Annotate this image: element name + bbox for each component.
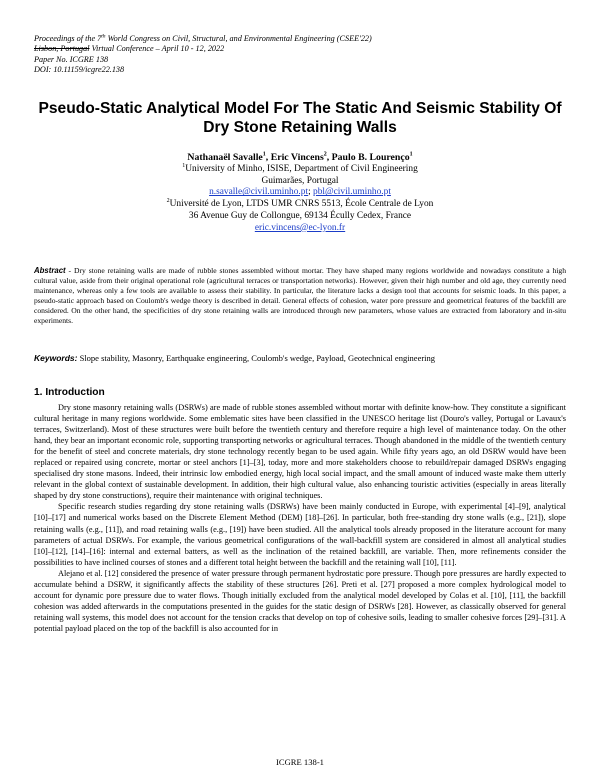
affiliation-1: $^1$University of Minho, ISISE, Department of Civil Engineering — [182, 162, 418, 174]
doi: DOI: 10.11159/icgre22.138 — [34, 64, 125, 74]
abstract-text: - Dry stone retaining walls are made of rubble stones assembled without mortar. They have shaped many regions worldwide and nowadays constitute a high cultural value, aside from their original operational role (agricultural terraces or transportation networks). However, given their high number and old age, they currently need maintenance, whereas only a few tools are available to assess their stability. In particular, the literature lacks a design tool that accounts for seismic loads. In this paper, a pseudo-static approach based on Coulomb's wedge theory is described in detail. General effects of cohesion, water pore pressure and geometrical features of the backfill are considered. On the other hand, the specificities of dry stone retaining walls are introduced through new parameters, whose values are extracted from laboratory and in-situ experiments. — [34, 266, 566, 326]
keywords-label: Keywords: — [34, 353, 78, 363]
affiliation-2: $^2$Université de Lyon, LTDS UMR CNRS 5513, École Centrale de Lyon — [166, 198, 434, 210]
affiliation-1-emails: n.savalle@civil.uminho.pt; pbl@civil.uminho.pt — [209, 187, 391, 198]
keywords-text: Slope stability, Masonry, Earthquake engineering, Coulomb's wedge, Payload, Geotechnical engineering — [77, 353, 436, 363]
author-name: Eric Vincens — [270, 152, 324, 163]
author-name: Nathanaël Savalle — [187, 152, 263, 163]
paper-number: Paper No. ICGRE 138 — [34, 54, 109, 64]
email-link[interactable]: eric.vincens@ec-lyon.fr — [254, 222, 346, 233]
abstract — [34, 266, 566, 327]
paper-title: Pseudo-Static Analytical Model For The Static And Seismic Stability Of Dry Stone Retaining Walls — [38, 100, 562, 136]
author-block — [30, 152, 570, 235]
paragraph: Specific research studies regarding dry stone retaining walls (DSRWs) have been mainly conducted in Europe, with experimental [4]–[9], analytical [10]–[17] and numerical works based on the Discrete Element Method (DEM) [18]–[26]. In particular, both free-standing dry stone walls (e.g., [21]), slope retaining walls (e.g., [11]), and road retaining walls (e.g., [19]) have been studied. All the analytical tools already proposed in the literature account for many parameters of actual DSRWs. For example, the various geometrical configurations of the wall-backfill system are considered in almost all analytical studies [10]–[12], [14]–[16]: internal and external batters, as well as the inclination of the retained backfill, are variable. Then, more refinements consider the possibilities to have inclined courses of stones and a different total height between the backfill and the retaining wall [10], [11]. — [34, 502, 566, 567]
proceedings-line: Proceedings of the 7th World Congress on Civil, Structural, and Environmental Engineering (CSEE'22) — [34, 33, 372, 43]
struck-location: Lisbon, Portugal — [34, 44, 90, 54]
author-name: Paulo B. Lourenço — [331, 152, 410, 163]
affiliation-2-address: 36 Avenue Guy de Collongue, 69134 Écully Cedex, France — [188, 210, 412, 221]
abstract-label: Abstract — [34, 266, 66, 275]
proceedings-header — [34, 34, 372, 75]
conference-line: Lisbon, Portugal Virtual Conference – April 10 - 12, 2022 — [34, 44, 225, 54]
page-footer: ICGRE 138-1 — [276, 757, 324, 767]
body-text — [34, 402, 566, 634]
affiliation-2-email — [30, 223, 570, 235]
paragraph: Alejano et al. [12] considered the presence of water pressure through permanent hydrostatic pore pressure. Though pore pressures are hardly expected to accumulate behind a DSRW, it significantly affects the stability of these structures [26]. Preti et al. [27] proposed a more complex hydrological model to account for dynamic pore pressure due to water flows. Though initially excluded from the analytical model developed by Colas et al. [10], [11], the backfill cohesion was added afterwards in the computations presented in the guides for the static design of DSRWs [28]. However, as classically observed for general retaining wall systems, this model does not account for the tension cracks that develop on top of cohesive soils, leading to smaller cohesive forces [29]–[31]. A potential payload placed on the top of the backfill is also accounted for in — [34, 568, 566, 633]
keywords — [34, 353, 566, 364]
author-names: Nathanaël Savalle$^1$, Eric Vincens$^2$, Paulo B. Lourenço$^1$ — [187, 151, 413, 163]
affiliation-1-city: Guimarães, Portugal — [261, 175, 339, 186]
email-link[interactable]: n.savalle@civil.uminho.pt — [209, 187, 309, 198]
paragraph: Dry stone masonry retaining walls (DSRWs) are made of rubble stones assembled without mortar with definite know-how. They constitute a significant cultural heritage in many regions worldwide. Some emblematic sites have been classified in the UNESCO heritage list (Douro's valley, Portugal or Lavaux's terraces, Switzerland). Most of these structures were built before the twentieth century and therefore require a high level of maintenance today. On the other hand, they bear an important economic role, supporting transporting networks or agricultural terraces. Though abandoned in the middle of the twentieth century for the benefit of steel and concrete materials, dry stone technology recently began to be used again. While fifty years ago, an old DSRW would have been replaced or repaired using concrete, mortar or steel anchors [1]–[3], today, more and more stakeholders choose to rebuild/repair damaged DSRWs engaging specialised dry stone masons. Indeed, their intrinsic low embodied energy, high local social impact, and the small amount of induced waste make them utterly relevant in the global context of sustainable development. In addition, their high cultural value, also enhancing touristic activities (especially in areas literally shaped by dry stone constructions), require their maintenance with original techniques. — [34, 403, 566, 501]
email-link[interactable]: pbl@civil.uminho.pt — [313, 187, 391, 198]
section-heading: 1. Introduction — [34, 387, 105, 398]
